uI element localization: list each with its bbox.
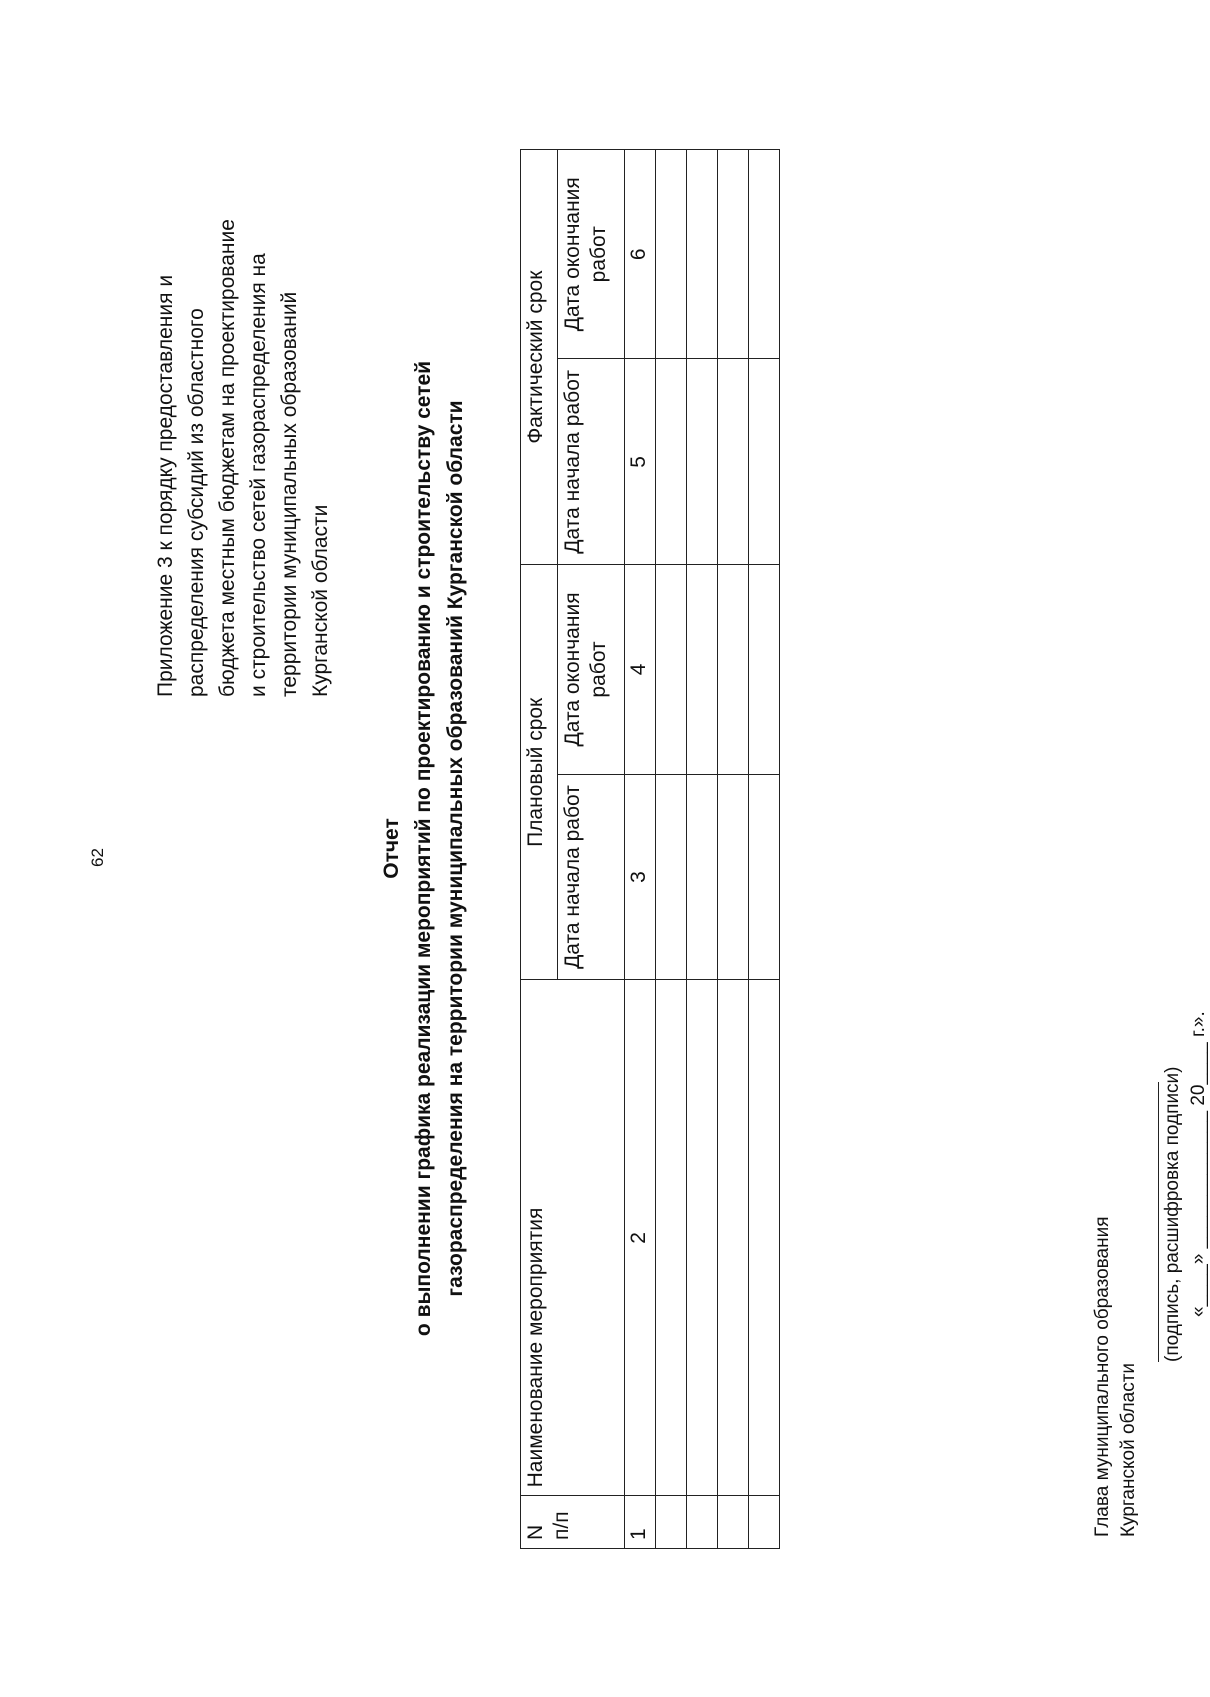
- header-actual-end: Дата окончания работ: [558, 150, 625, 359]
- header-number: N п/п: [521, 1496, 625, 1549]
- table-row: [687, 150, 718, 1549]
- table-cell: [718, 150, 749, 359]
- table-row: [656, 150, 687, 1549]
- table-cell: [718, 565, 749, 774]
- header-actual-start: Дата начала работ: [558, 359, 625, 565]
- table-cell: [656, 565, 687, 774]
- column-number-cell: 1: [625, 1496, 656, 1549]
- table-cell: [687, 980, 718, 1496]
- signature-block: [1090, 1216, 1142, 1537]
- appendix-line: бюджета местным бюджетам на проектирование: [216, 219, 239, 697]
- table-row: [749, 150, 780, 1549]
- table-cell: [656, 150, 687, 359]
- column-number-row: [625, 150, 656, 1549]
- appendix-line: Курганской области: [309, 504, 332, 697]
- column-number-cell: 5: [625, 359, 656, 565]
- appendix-note: [150, 137, 336, 697]
- table-row: [718, 150, 749, 1549]
- table-cell: [749, 565, 780, 774]
- table-cell: [749, 359, 780, 565]
- table-cell: [656, 980, 687, 1496]
- table-cell: [749, 1496, 780, 1549]
- table-cell: [687, 565, 718, 774]
- table-cell: [718, 1496, 749, 1549]
- appendix-line: распределения субсидий из областного: [185, 308, 208, 697]
- table-cell: [656, 359, 687, 565]
- table-cell: [687, 150, 718, 359]
- table-cell: [687, 1496, 718, 1549]
- table-cell: [656, 774, 687, 980]
- table-cell: [718, 980, 749, 1496]
- header-activity-name: Наименование мероприятия: [521, 980, 625, 1496]
- date-line: «____» _____________ 20____ г.».: [1188, 1011, 1209, 1317]
- table-cell: [749, 980, 780, 1496]
- column-number-cell: 4: [625, 565, 656, 774]
- report-subtitle-line1: о выполнении графика реализации мероприятий по проектированию и строительству сетей: [412, 360, 435, 1337]
- signatory-region: Курганской области: [1118, 1362, 1139, 1537]
- appendix-line: Приложение 3 к порядку предоставления и: [154, 274, 177, 697]
- header-planned-start: Дата начала работ: [558, 774, 625, 980]
- signature-caption: (подпись, расшифровка подписи): [1162, 1066, 1183, 1362]
- table-cell: [749, 150, 780, 359]
- table-cell: [749, 774, 780, 980]
- page-number: 62: [88, 848, 107, 867]
- table-cell: [687, 359, 718, 565]
- appendix-line: территории муниципальных образований: [278, 291, 301, 697]
- column-number-cell: 6: [625, 150, 656, 359]
- report-subtitle-line2: газораспределения на территории муниципальных образований Курганской области: [444, 400, 467, 1297]
- header-actual-period: Фактический срок: [521, 150, 558, 565]
- header-planned-period: Плановый срок: [521, 565, 558, 980]
- schedule-table: [520, 149, 780, 1549]
- signatory-title: Глава муниципального образования: [1092, 1216, 1113, 1537]
- signature-line: [1158, 1082, 1159, 1362]
- report-title: Отчет: [380, 818, 403, 879]
- table-cell: [718, 774, 749, 980]
- table-cell: [656, 1496, 687, 1549]
- column-number-cell: 3: [625, 774, 656, 980]
- column-number-cell: 2: [625, 980, 656, 1496]
- header-planned-end: Дата окончания работ: [558, 565, 625, 774]
- table-cell: [687, 774, 718, 980]
- appendix-line: и строительство сетей газораспределения на: [247, 253, 270, 697]
- table-cell: [718, 359, 749, 565]
